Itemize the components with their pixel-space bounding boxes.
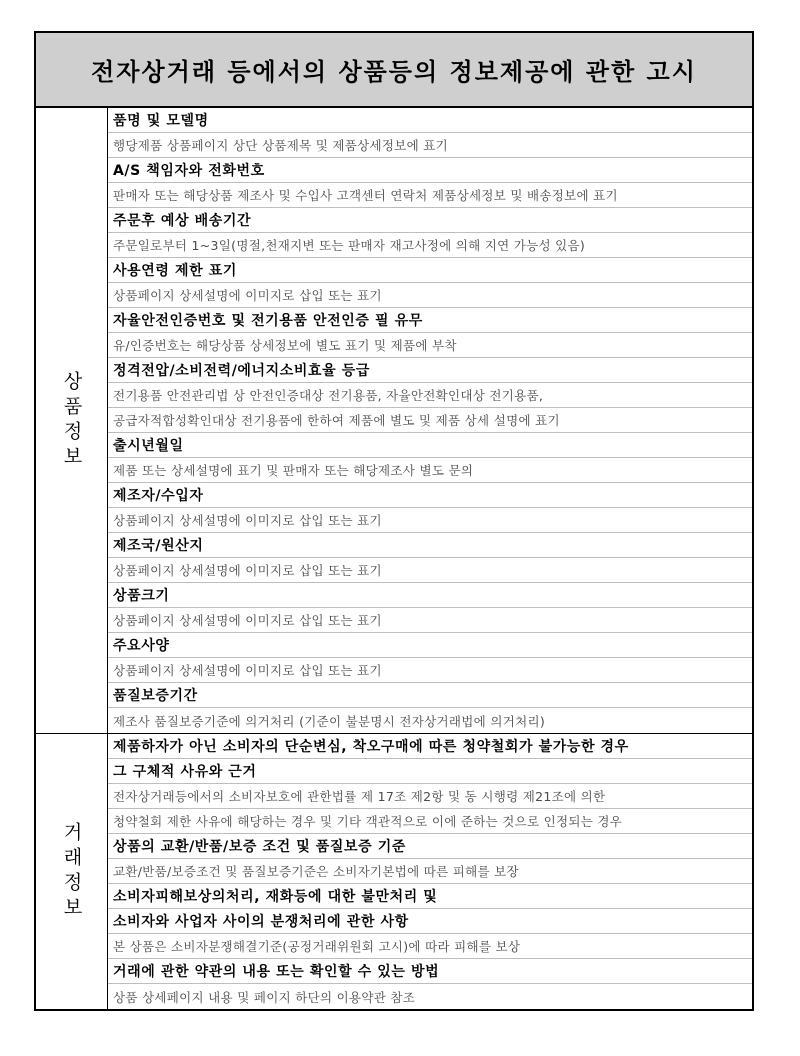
- item-heading: 제품하자가 아닌 소비자의 단순변심, 착오구매에 따른 청약철회가 불가능한 경우: [108, 734, 752, 759]
- item-heading: 사용연령 제한 표기: [108, 258, 752, 283]
- item-description: 교환/반품/보증조건 및 품질보증기준은 소비자기본법에 따른 피해를 보장: [108, 859, 752, 884]
- item-description: 상품페이지 상세설명에 이미지로 삽입 또는 표기: [108, 608, 752, 633]
- item-description: 상품페이지 상세설명에 이미지로 삽입 또는 표기: [108, 283, 752, 308]
- item-heading: 주문후 예상 배송기간: [108, 208, 752, 233]
- section-label: [36, 108, 108, 733]
- item-heading: 자율안전인증번호 및 전기용품 안전인증 필 유무: [108, 308, 752, 333]
- item-description: 상품페이지 상세설명에 이미지로 삽입 또는 표기: [108, 558, 752, 583]
- item-description: 상품페이지 상세설명에 이미지로 삽입 또는 표기: [108, 508, 752, 533]
- section-product-info: [36, 108, 752, 733]
- item-heading: 주요사양: [108, 633, 752, 658]
- item-description: 제조사 품질보증기준에 의거처리 (기준이 불분명시 전자상거래법에 의거처리): [113, 713, 545, 729]
- section-rows: [108, 108, 752, 733]
- item-description: 공급자적합성확인대상 전기용품에 한하여 제품에 별도 및 제품 상세 설명에 표기: [108, 408, 752, 433]
- item-description: 행당제품 상품페이지 상단 상품제목 및 제품상세정보에 표기: [108, 133, 752, 158]
- item-description: 전기용품 안전관리법 상 안전인증대상 전기용품, 자율안전확인대상 전기용품,: [108, 383, 752, 408]
- item-description: 본 상품은 소비자분쟁해결기준(공정거래위원회 고시)에 따라 피해를 보상: [108, 934, 752, 959]
- item-heading: 품명 및 모델명: [108, 108, 752, 133]
- section-label-text: 거래정보: [60, 821, 83, 922]
- section-label-text: 상품정보: [60, 370, 83, 471]
- section-rows: [108, 734, 752, 1009]
- section-label: [36, 734, 108, 1009]
- item-heading: 상품의 교환/반품/보증 조건 및 품질보증 기준: [108, 834, 752, 859]
- page-title: 전자상거래 등에서의 상품등의 정보제공에 관한 고시: [91, 58, 697, 86]
- item-heading: 제조자/수입자: [108, 483, 752, 508]
- item-heading: 그 구체적 사유와 근거: [108, 759, 752, 784]
- item-heading: 정격전압/소비전력/에너지소비효율 등급: [108, 358, 752, 383]
- item-heading: 거래에 관한 약관의 내용 또는 확인할 수 있는 방법: [108, 959, 752, 984]
- item-heading: 출시년월일: [108, 433, 752, 458]
- notice-table: [34, 31, 754, 1011]
- item-heading: 소비자와 사업자 사이의 분쟁처리에 관한 사항: [108, 909, 752, 934]
- item-heading: 상품크기: [108, 583, 752, 608]
- item-description: 유/인증번호는 해당상품 상세정보에 별도 표기 및 제품에 부착: [108, 333, 752, 358]
- item-description: 상품페이지 상세설명에 이미지로 삽입 또는 표기: [108, 658, 752, 683]
- table-header: [36, 33, 752, 108]
- item-description: 주문일로부터 1~3일(명절,천재지변 또는 판매자 재고사정에 의해 지연 가능성 있음): [108, 233, 752, 258]
- item-description: 판매자 또는 해당상품 제조사 및 수입사 고객센터 연락처 제품상세정보 및 배송정보에 표기: [108, 183, 752, 208]
- item-description: 제품 또는 상세설명에 표기 및 판매자 또는 해당제조사 별도 문의: [108, 458, 752, 483]
- item-heading: A/S 책임자와 전화번호: [108, 158, 752, 183]
- item-heading: 소비자피해보상의처리, 재화등에 대한 불만처리 및: [108, 884, 752, 909]
- item-heading: 품질보증기간: [108, 683, 752, 708]
- item-heading: 제조국/원산지: [108, 533, 752, 558]
- item-description: 청약철회 제한 사유에 해당하는 경우 및 기타 객관적으로 이에 준하는 것으로 인정되는 경우: [108, 809, 752, 834]
- item-description: 전자상거래등에서의 소비자보호에 관한법률 제 17조 제2항 및 동 시행령 제21조에 의한: [108, 784, 752, 809]
- item-description: 상품 상세페이지 내용 및 페이지 하단의 이용약관 참조: [113, 989, 416, 1005]
- section-transaction-info: [36, 733, 752, 1009]
